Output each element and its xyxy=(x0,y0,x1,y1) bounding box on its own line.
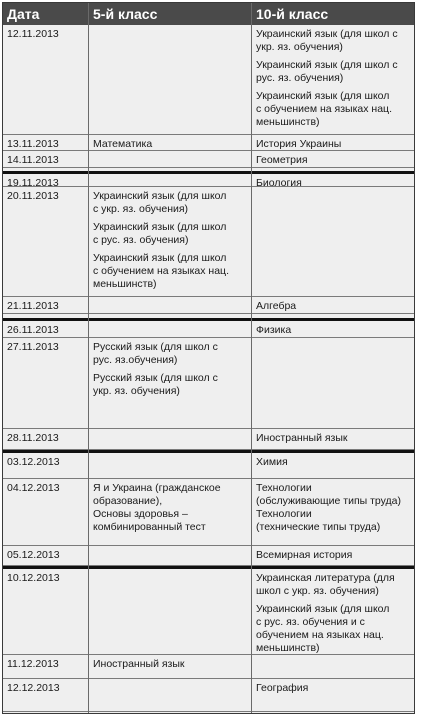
grade-10-cell xyxy=(256,432,411,450)
date-cell: 05.12.2013 xyxy=(7,549,60,561)
subject-text: География xyxy=(256,682,309,694)
table-row xyxy=(3,655,414,679)
subject-text: Химия xyxy=(256,456,288,468)
date-cell: 27.11.2013 xyxy=(7,341,59,353)
table-row xyxy=(3,566,414,655)
subject-text: Украинская литература (для школ с укр. яз. обучения) xyxy=(256,572,395,597)
date-cell: 03.12.2013 xyxy=(7,456,60,468)
subject-text: Физика xyxy=(256,324,292,336)
table-row xyxy=(3,546,414,566)
table-row xyxy=(3,450,414,479)
table-row xyxy=(3,429,414,450)
subject-text: Украинский язык (для школ с укр. яз. обучения) xyxy=(256,28,398,53)
subject-text: Биология xyxy=(256,177,302,189)
column-divider xyxy=(251,3,252,713)
grade-5-cell xyxy=(93,482,248,539)
subject-text: История Украины xyxy=(256,138,342,150)
subject-text: Всемирная история xyxy=(256,549,353,561)
subject-text: Иностранный язык xyxy=(256,432,348,444)
date-cell: 13.11.2013 xyxy=(7,138,59,150)
subject-text: Иностранный язык xyxy=(93,658,185,670)
header-date: Дата xyxy=(7,6,40,22)
column-divider xyxy=(88,3,89,713)
date-cell: 10.12.2013 xyxy=(7,572,60,584)
grade-10-cell xyxy=(256,154,411,172)
date-cell: 11.12.2013 xyxy=(7,658,59,670)
subject-text: Математика xyxy=(93,138,153,150)
subject-text: Геометрия xyxy=(256,154,308,166)
date-cell: 04.12.2013 xyxy=(7,482,60,494)
grade-10-cell xyxy=(256,28,411,134)
date-cell: 21.11.2013 xyxy=(7,300,59,312)
subject-text: Украинский язык (для школ с рус. яз. обучения) xyxy=(93,221,227,246)
subject-text: Я и Украина (гражданское образование), Основы здоровья – комбинированный тест xyxy=(93,482,221,533)
grade-5-cell xyxy=(93,658,248,676)
grade-10-cell xyxy=(256,572,411,660)
table-row xyxy=(3,479,414,546)
grade-10-cell xyxy=(256,482,411,539)
table-row xyxy=(3,151,414,168)
date-cell: 28.11.2013 xyxy=(7,432,59,444)
header-grade-10: 10-й класс xyxy=(256,6,329,22)
subject-text: Технологии (обслуживающие типы труда) Технологии (технические типы труда) xyxy=(256,482,402,533)
grade-10-cell xyxy=(256,549,411,567)
subject-text: Алгебра xyxy=(256,300,297,312)
table-row xyxy=(3,135,414,151)
table-row xyxy=(3,297,414,314)
table-row xyxy=(3,25,414,135)
subject-text: Русский язык (для школ с рус. яз.обучения) xyxy=(93,341,218,366)
subject-text: Украинский язык (для школ с рус. яз. обучения и с обучением на языках нац. меньшинств) xyxy=(256,603,390,654)
subject-text: Украинский язык (для школ с обучением на языках нац. меньшинств) xyxy=(256,90,392,128)
grade-10-cell xyxy=(256,456,411,474)
grade-5-cell xyxy=(93,190,248,296)
date-cell: 26.11.2013 xyxy=(7,324,59,336)
table-body xyxy=(3,25,414,713)
table-row xyxy=(3,679,414,712)
date-cell: 19.11.2013 xyxy=(7,177,59,189)
date-cell: 12.12.2013 xyxy=(7,682,60,694)
date-cell: 20.11.2013 xyxy=(7,190,59,202)
table-row xyxy=(3,338,414,429)
subject-text: Русский язык (для школ с укр. яз. обучения) xyxy=(93,372,218,397)
date-cell: 14.11.2013 xyxy=(7,154,59,166)
subject-text: Украинский язык (для школ с рус. яз. обучения) xyxy=(256,59,398,84)
exam-schedule-table xyxy=(2,2,415,714)
subject-text: Украинский язык (для школ с укр. яз. обучения) xyxy=(93,190,227,215)
date-cell: 12.11.2013 xyxy=(7,28,59,40)
table-header xyxy=(3,3,414,25)
grade-10-cell xyxy=(256,300,411,318)
table-row xyxy=(3,171,414,187)
grade-10-cell xyxy=(256,682,411,700)
grade-5-cell xyxy=(93,341,248,403)
header-grade-5: 5-й класс xyxy=(93,6,158,22)
table-row xyxy=(3,187,414,297)
subject-text: Украинский язык (для школ с обучением на языках нац. меньшинств) xyxy=(93,252,229,290)
table-row xyxy=(3,318,414,338)
